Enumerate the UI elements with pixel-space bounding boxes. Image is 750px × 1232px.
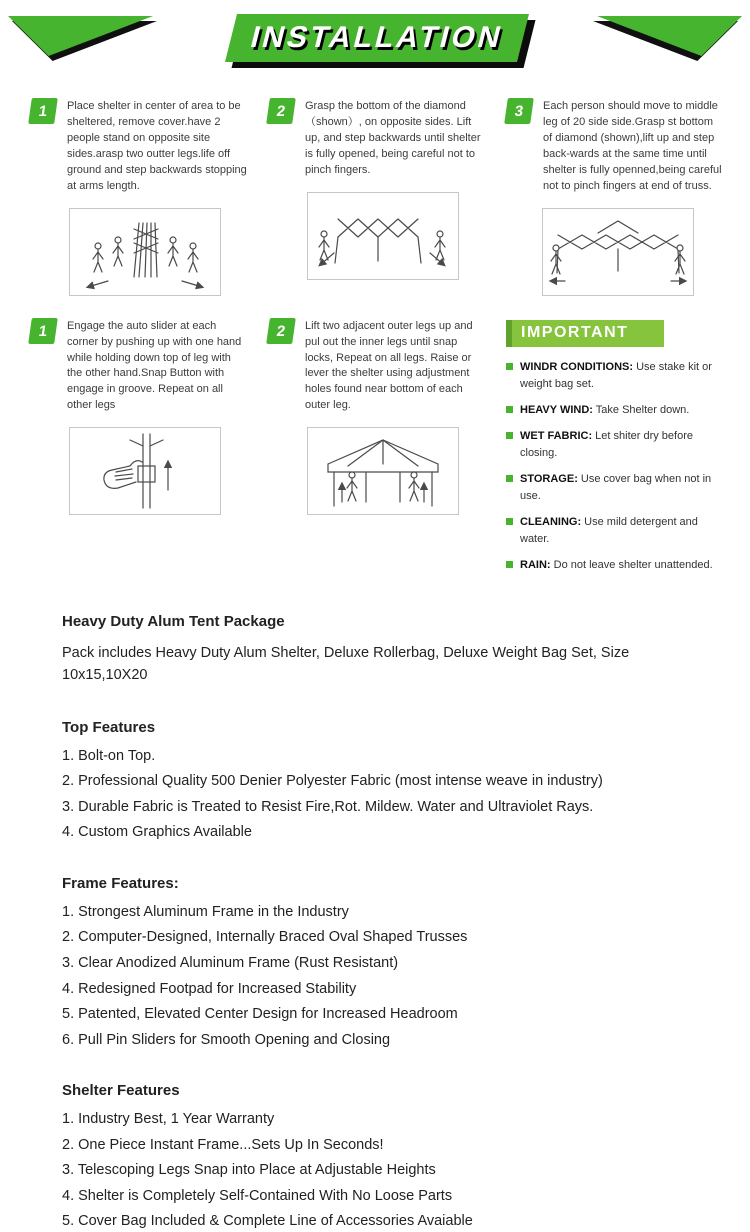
important-item-content: [520, 402, 689, 419]
important-item-text: Use cover bag when not in use.: [520, 472, 712, 502]
feature-item: 3. Telescoping Legs Snap into Place at Adjustable Heights: [62, 1162, 436, 1179]
important-item-content: [520, 471, 730, 505]
important-item-text: Do not leave shelter unattended.: [553, 559, 713, 572]
important-item-content: [520, 428, 730, 462]
feature-item: 3. Clear Anodized Aluminum Frame (Rust Resistant): [62, 954, 399, 971]
feature-item: 1. Industry Best, 1 Year Warranty: [62, 1111, 275, 1128]
important-item-label: STORAGE:: [520, 472, 578, 485]
product-details: [0, 583, 750, 1232]
section-shelter-features: [62, 1082, 710, 1232]
important-item-content: [520, 557, 713, 574]
important-item-text: Use stake kit or weight bag set.: [520, 360, 712, 390]
important-item-content: [520, 514, 730, 548]
step-1: [30, 98, 259, 296]
banner-plate-front: [225, 14, 529, 62]
bullet-square-icon: [506, 406, 513, 413]
steps-row-1: [0, 98, 750, 296]
feature-item: 4. Shelter is Completely Self-Contained With No Loose Parts: [62, 1187, 453, 1204]
step-3: [506, 98, 730, 296]
section-frame-features: [62, 875, 710, 1050]
feature-item: 3. Durable Fabric is Treated to Resist Fire,Rot. Mildew. Water and Ultraviolet Rays.: [62, 798, 594, 815]
feature-item: 1. Bolt-on Top.: [62, 747, 156, 764]
feature-item: 4. Redesigned Footpad for Increased Stability: [62, 980, 357, 997]
important-item: [506, 557, 730, 574]
important-item-text: Let shiter dry before closing.: [520, 429, 694, 459]
page-title: INSTALLATION: [247, 21, 508, 54]
step-instructions: Place shelter in center of area to be sheltered, remove cover.have 2 people stand on opposite site sides.arasp two outter legs.life off ground and step backwards stopping at arms length.: [67, 100, 247, 192]
step-number-badge: 1: [28, 318, 58, 344]
feature-item: 4. Custom Graphics Available: [62, 824, 252, 841]
illustration-open-frame: [542, 208, 694, 296]
feature-item: 2. Computer-Designed, Internally Braced Oval Shaped Trusses: [62, 929, 468, 946]
important-item-content: [520, 359, 730, 393]
feature-item: 1. Strongest Aluminum Frame in the Industry: [62, 903, 349, 920]
banner-plate: [231, 14, 523, 62]
step-instructions: Grasp the bottom of the diamond （shown）, on opposite sides. Lift up, and step backwards until shelter is fully opened, being careful not to pinch fingers.: [305, 100, 481, 176]
important-item: [506, 514, 730, 548]
important-item-label: RAIN:: [520, 559, 551, 572]
feature-item: 6. Pull Pin Sliders for Smooth Opening and Closing: [62, 1031, 391, 1048]
section-title: Shelter Features: [62, 1082, 180, 1100]
important-item-text: Take Shelter down.: [595, 403, 690, 416]
step-number-badge: 2: [266, 318, 296, 344]
illustration-half-open-frame: [307, 192, 459, 280]
bullet-square-icon: [506, 518, 513, 525]
feature-item: 5. Cover Bag Included & Complete Line of Accessories Avaiable: [62, 1213, 473, 1230]
section-top-features: [62, 719, 710, 843]
important-header: [506, 320, 664, 347]
installation-banner: [0, 10, 750, 74]
feature-item: 2. Professional Quality 500 Denier Polyester Fabric (most intense weave in industry): [62, 773, 603, 790]
section-title: Top Features: [62, 718, 156, 736]
illustration-folded-shelter: [69, 208, 221, 296]
important-item-text: Use mild detergent and water.: [520, 515, 698, 545]
step-2: [268, 98, 497, 296]
step-5: [268, 318, 497, 583]
bullet-square-icon: [506, 432, 513, 439]
important-item-label: HEAVY WIND:: [520, 403, 593, 416]
feature-item: 2. One Piece Instant Frame...Sets Up In Seconds!: [62, 1136, 384, 1153]
important-item-label: CLEANING:: [520, 515, 582, 528]
package-title: Heavy Duty Alum Tent Package: [62, 613, 285, 631]
steps-row-2: [0, 318, 750, 583]
important-item: [506, 471, 730, 505]
bullet-square-icon: [506, 363, 513, 370]
illustration-canopy-adjust: [307, 427, 459, 515]
feature-item: 5. Patented, Elevated Center Design for Increased Headroom: [62, 1006, 458, 1023]
step-instructions: Lift two adjacent outer legs up and pul out the inner legs until snap locks, Repeat on all legs. Raise or lever the shelter using adjustment holes found near bottom of each outer leg.: [305, 319, 473, 412]
step-number-badge: 3: [504, 98, 534, 124]
important-item-label: WINDR CONDITIONS:: [520, 360, 634, 373]
step-number-badge: 2: [266, 98, 296, 124]
illustration-slider-hand: [69, 427, 221, 515]
step-instructions: Each person should move to middle leg of 20 side side.Grasp st bottom of diamond (shown),lift up and step back-wards at the same time until shelter is fully openned,being careful not to pinch fingers at end of truss.: [543, 100, 722, 192]
package-description: Pack includes Heavy Duty Alum Shelter, Deluxe Rollerbag, Deluxe Weight Bag Set, Size 10x15,10X20: [62, 645, 630, 683]
installation-sheet: [0, 10, 750, 1232]
important-item: [506, 428, 730, 462]
important-item: [506, 402, 730, 419]
section-title: Frame Features:: [62, 874, 179, 892]
bullet-square-icon: [506, 561, 513, 568]
step-number-badge: 1: [28, 98, 58, 124]
step-4: [30, 318, 259, 583]
important-item-label: WET FABRIC:: [520, 429, 593, 442]
step-instructions: Engage the auto slider at each corner by pushing up with one hand while holding down top of leg with the other hand.Snap Button with engage in groove. Repeat on all other legs: [67, 319, 242, 412]
important-title: IMPORTANT: [521, 324, 629, 342]
important-panel: [506, 318, 730, 583]
bullet-square-icon: [506, 475, 513, 482]
important-item: [506, 359, 730, 393]
